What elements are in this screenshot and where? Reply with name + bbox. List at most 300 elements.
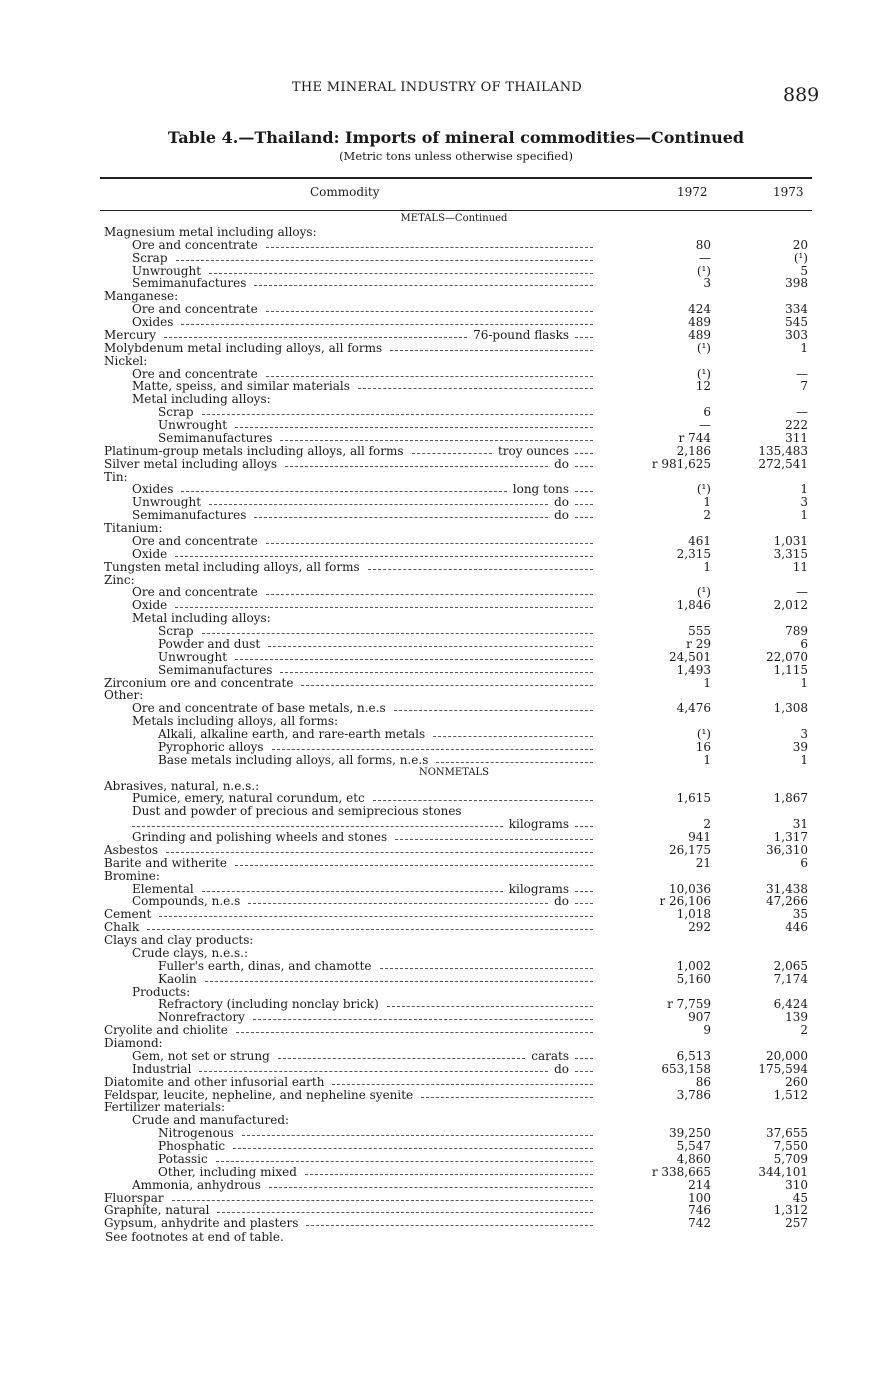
dot-leader <box>254 285 593 286</box>
dot-leader <box>266 311 593 312</box>
commodity-label: Oxides <box>132 315 174 329</box>
dot-leader <box>433 736 593 737</box>
value-1973: 39 <box>792 739 808 754</box>
commodity-label: Matte, speiss, and similar materials <box>132 379 350 394</box>
commodity-label: Elemental <box>132 881 194 896</box>
unit-label: kilograms <box>508 817 569 832</box>
value-1973: 31,438 <box>766 881 808 896</box>
dot-leader <box>235 427 593 428</box>
table-row <box>96 1024 812 1037</box>
commodity-label: Metals including alloys, all forms: <box>132 714 339 729</box>
value-1972: 2,315 <box>676 546 711 561</box>
dot-leader <box>202 891 503 892</box>
dot-leader <box>575 826 593 827</box>
commodity-label: Semimanufactures <box>132 508 247 523</box>
dot-leader <box>199 1071 548 1072</box>
dot-leader <box>380 968 593 969</box>
value-1972: 742 <box>688 1216 711 1231</box>
table-row <box>96 342 812 355</box>
commodity-label: Unwrought <box>132 263 202 278</box>
value-1972: 3,786 <box>676 1087 711 1102</box>
column-header-1973: 1973 <box>773 185 804 199</box>
value-1972: (¹) <box>696 263 711 278</box>
value-1972: 424 <box>688 302 711 317</box>
commodity-label: Oxide <box>132 546 168 561</box>
dot-leader <box>575 453 593 454</box>
dot-leader <box>305 1174 593 1175</box>
commodity-label: Phosphatic <box>158 1139 226 1153</box>
unit-label: troy ounces <box>497 443 569 458</box>
table-row <box>96 535 812 548</box>
commodity-label: Ammonia, anhydrous <box>132 1177 261 1192</box>
value-1972: 24,501 <box>669 649 711 664</box>
column-header-1972: 1972 <box>677 185 708 199</box>
value-1973: 1,512 <box>773 1087 808 1102</box>
dot-leader <box>266 543 593 544</box>
value-1973: 3,315 <box>773 546 808 561</box>
dot-leader <box>280 440 593 441</box>
commodity-label: Powder and dust <box>158 636 261 651</box>
commodity-label: Ore and concentrate <box>132 237 258 252</box>
dot-leader <box>395 839 593 840</box>
value-1972: r 744 <box>678 430 711 445</box>
dot-leader <box>235 865 593 866</box>
dot-leader <box>266 376 593 377</box>
dot-leader <box>390 350 593 351</box>
table-row <box>96 432 812 445</box>
commodity-label: Chalk <box>104 920 140 935</box>
commodity-label: Scrap <box>158 405 194 420</box>
value-1972: (¹) <box>696 340 711 355</box>
commodity-label: Ore and concentrate <box>132 533 258 548</box>
value-1973: — <box>796 405 808 420</box>
dot-leader <box>358 388 593 389</box>
dot-leader <box>202 633 593 634</box>
commodity-label: Grinding and polishing wheels and stones <box>132 830 388 844</box>
dot-leader <box>253 1019 593 1020</box>
value-1972: 292 <box>688 920 711 935</box>
table-row <box>96 638 812 651</box>
value-1973: 45 <box>792 1190 808 1205</box>
value-1973: 1 <box>800 508 808 523</box>
commodity-label: Semimanufactures <box>158 662 273 677</box>
value-1973: 3 <box>800 495 808 510</box>
table-header-rule <box>100 210 812 211</box>
commodity-label: Ore and concentrate <box>132 585 258 600</box>
table-row <box>96 509 812 522</box>
value-1972: 907 <box>688 1010 711 1025</box>
value-1973: 35 <box>792 907 808 922</box>
table-row <box>96 1166 812 1179</box>
value-1973: 2,012 <box>773 598 808 613</box>
commodity-label: Unwrought <box>132 495 202 510</box>
value-1973: 222 <box>785 418 808 432</box>
value-1972: 10,036 <box>669 881 711 896</box>
value-1973: 311 <box>785 430 808 445</box>
value-1972: 80 <box>695 237 711 252</box>
dot-leader <box>306 1225 593 1226</box>
value-1972: r 26,106 <box>659 894 711 909</box>
table-row <box>96 947 812 960</box>
value-1972: 1 <box>703 752 711 767</box>
table-row <box>96 239 812 252</box>
commodity-label: Oxide <box>132 598 168 613</box>
dot-leader <box>176 260 593 261</box>
table-row <box>96 252 812 265</box>
dot-leader <box>164 337 467 338</box>
dot-leader <box>233 1148 593 1149</box>
value-1972: 86 <box>695 1074 711 1089</box>
value-1973: 1,312 <box>773 1203 808 1218</box>
commodity-label: Nonrefractory <box>158 1010 245 1025</box>
value-1972: 1,018 <box>676 907 711 922</box>
commodity-label: Metal including alloys: <box>132 611 271 626</box>
value-1973: 446 <box>785 920 808 935</box>
value-1973: 310 <box>785 1177 808 1192</box>
value-1973: 135,483 <box>758 443 808 458</box>
dot-leader <box>421 1097 593 1098</box>
value-1972: 12 <box>695 379 711 394</box>
dot-leader <box>394 710 593 711</box>
value-1973: 1,031 <box>773 533 808 548</box>
commodity-label: Graphite, natural <box>104 1203 210 1218</box>
value-1973: 36,310 <box>766 842 808 857</box>
dot-leader <box>181 324 593 325</box>
value-1972: 461 <box>688 533 711 548</box>
dot-leader <box>575 891 593 892</box>
value-1972: 1,002 <box>676 958 711 973</box>
table-row <box>96 522 812 535</box>
dot-leader <box>202 414 593 415</box>
value-1973: 1,115 <box>773 662 808 677</box>
commodity-label: Barite and witherite <box>104 855 227 870</box>
commodity-label: Magnesium metal including alloys: <box>104 224 317 239</box>
value-1973: 545 <box>785 315 808 329</box>
commodity-label: Fluorspar <box>104 1190 164 1205</box>
dot-leader <box>209 273 593 274</box>
table-row <box>96 870 812 883</box>
dot-leader <box>412 453 492 454</box>
table-row <box>96 1217 812 1230</box>
value-1973: 1 <box>800 675 808 690</box>
dot-leader <box>575 903 593 904</box>
value-1973: 6,424 <box>773 997 808 1012</box>
dot-leader <box>575 337 593 338</box>
dot-leader <box>387 1006 593 1007</box>
value-1972: 5,160 <box>676 971 711 986</box>
table-row <box>96 355 812 368</box>
commodity-label: Base metals including alloys, all forms, n.e.s <box>158 752 429 767</box>
value-1972: 6 <box>703 405 711 420</box>
table-row <box>96 1153 812 1166</box>
value-1972: 16 <box>695 739 711 754</box>
unit-label: do <box>554 495 569 510</box>
value-1973: 1 <box>800 340 808 355</box>
value-1973: 1,867 <box>773 791 808 806</box>
commodity-label: Nickel: <box>104 353 148 368</box>
table-subtitle: (Metric tons unless otherwise specified) <box>339 149 573 163</box>
value-1973: 139 <box>785 1010 808 1025</box>
commodity-label: Mercury <box>104 327 157 342</box>
value-1972: 2 <box>703 817 711 832</box>
dot-leader <box>217 1212 593 1213</box>
value-1972: 6,513 <box>676 1048 711 1063</box>
value-1972: — <box>699 250 711 265</box>
value-1972: (¹) <box>696 482 711 497</box>
commodity-label: Platinum-group metals including alloys, all forms <box>104 443 404 458</box>
value-1973: 1 <box>800 482 808 497</box>
table-row <box>96 664 812 677</box>
value-1973: — <box>796 585 808 600</box>
value-1972: 746 <box>688 1203 711 1218</box>
value-1973: 1,317 <box>773 830 808 844</box>
value-1972: 1,615 <box>676 791 711 806</box>
commodity-label: Other: <box>104 688 144 703</box>
commodity-label: Gem, not set or strung <box>132 1048 270 1063</box>
table-row <box>96 561 812 574</box>
value-1973: 5 <box>800 263 808 278</box>
commodity-label: Kaolin <box>158 971 197 986</box>
running-head: THE MINERAL INDUSTRY OF THAILAND <box>291 80 583 95</box>
value-1973: 47,266 <box>766 894 808 909</box>
section-heading <box>96 767 812 780</box>
value-1972: — <box>699 418 711 432</box>
value-1972: 1 <box>703 559 711 574</box>
dot-leader <box>172 1200 593 1201</box>
value-1973: 3 <box>800 727 808 741</box>
dot-leader <box>266 247 593 248</box>
dot-leader <box>368 569 593 570</box>
value-1972: (¹) <box>696 727 711 741</box>
commodity-label: Compounds, n.e.s <box>132 894 241 909</box>
page-number: 889 <box>783 84 820 106</box>
dot-leader <box>236 1032 593 1033</box>
commodity-label: Crude clays, n.e.s.: <box>132 945 248 960</box>
value-1972: 489 <box>688 327 711 342</box>
table-row <box>96 458 812 471</box>
unit-label: do <box>554 894 569 909</box>
commodity-label: Semimanufactures <box>132 276 247 291</box>
value-1973: 789 <box>785 624 808 638</box>
commodity-label: Nitrogenous <box>158 1126 234 1141</box>
commodity-label: Zirconium ore and concentrate <box>104 675 294 690</box>
commodity-label: Semimanufactures <box>158 430 273 445</box>
value-1973: 334 <box>785 302 808 317</box>
section-heading <box>96 213 812 226</box>
value-1972: (¹) <box>696 366 711 381</box>
dot-leader <box>436 762 593 763</box>
table-row <box>96 741 812 754</box>
commodity-label: Abrasives, natural, n.e.s.: <box>104 778 260 793</box>
value-1973: 398 <box>785 276 808 291</box>
section-label: METALS—Continued <box>400 213 508 224</box>
commodity-label: Scrap <box>132 250 168 265</box>
dot-leader <box>266 594 593 595</box>
value-1973: 6 <box>800 855 808 870</box>
commodity-label: Pyrophoric alloys <box>158 739 264 754</box>
commodity-label: Scrap <box>158 624 194 638</box>
value-1972: 4,860 <box>676 1151 711 1166</box>
value-1972: 100 <box>688 1190 711 1205</box>
commodity-label: Metal including alloys: <box>132 392 271 407</box>
commodity-label: Clays and clay products: <box>104 933 254 947</box>
commodity-label: Silver metal including alloys <box>104 456 278 471</box>
dot-leader <box>280 672 593 673</box>
table-row <box>96 960 812 973</box>
value-1973: 260 <box>785 1074 808 1089</box>
dot-leader <box>301 685 593 686</box>
unit-label: kilograms <box>508 881 569 896</box>
table-row <box>96 754 812 767</box>
commodity-label: Molybdenum metal including alloys, all forms <box>104 340 383 355</box>
value-1972: r 7,759 <box>667 997 711 1012</box>
value-1972: 555 <box>688 624 711 638</box>
value-1972: 9 <box>703 1023 711 1038</box>
value-1973: 2,065 <box>773 958 808 973</box>
table-row <box>96 226 812 239</box>
value-1972: r 981,625 <box>651 456 711 471</box>
commodity-label: Titanium: <box>104 521 163 535</box>
dot-leader <box>166 852 593 853</box>
commodity-label: Feldspar, leucite, nepheline, and nepheline syenite <box>104 1087 414 1102</box>
value-1973: 5,709 <box>773 1151 808 1166</box>
dot-leader <box>575 504 593 505</box>
table-row <box>96 973 812 986</box>
table-row <box>96 1050 812 1063</box>
commodity-label: Zinc: <box>104 572 135 587</box>
value-1972: (¹) <box>696 585 711 600</box>
table-row <box>96 844 812 857</box>
value-1973: 272,541 <box>758 456 808 471</box>
commodity-label: Refractory (including nonclay brick) <box>158 997 379 1012</box>
dot-leader <box>205 981 593 982</box>
value-1973: 6 <box>800 636 808 651</box>
value-1973: (¹) <box>793 250 808 265</box>
value-1973: 344,101 <box>758 1164 808 1179</box>
value-1972: 26,175 <box>669 842 711 857</box>
dot-leader <box>278 1058 525 1059</box>
dot-leader <box>159 916 593 917</box>
value-1972: 1,846 <box>676 598 711 613</box>
dot-leader <box>175 556 593 557</box>
commodity-label: Cement <box>104 907 152 922</box>
value-1972: 1 <box>703 495 711 510</box>
commodity-label: Potassic <box>158 1151 208 1166</box>
dot-leader <box>575 1071 593 1072</box>
unit-label: 76-pound flasks <box>473 327 569 342</box>
dot-leader <box>242 1135 593 1136</box>
dot-leader <box>575 1058 593 1059</box>
value-1973: 7,550 <box>773 1139 808 1153</box>
table-row <box>96 677 812 690</box>
value-1972: 1,493 <box>676 662 711 677</box>
dot-leader <box>181 491 506 492</box>
table-row <box>96 1063 812 1076</box>
value-1973: 257 <box>785 1216 808 1231</box>
commodity-label: Diatomite and other infusorial earth <box>104 1074 325 1089</box>
dot-leader <box>575 466 593 467</box>
dot-leader <box>147 929 593 930</box>
commodity-label: Cryolite and chiolite <box>104 1023 228 1038</box>
value-1973: 7,174 <box>773 971 808 986</box>
table-footnote: See footnotes at end of table. <box>105 1230 284 1244</box>
commodity-label: Tungsten metal including alloys, all forms <box>104 559 360 574</box>
value-1973: — <box>796 366 808 381</box>
commodity-label: Crude and manufactured: <box>132 1113 290 1128</box>
dot-leader <box>373 800 593 801</box>
dot-leader <box>175 607 593 608</box>
value-1972: 39,250 <box>669 1126 711 1141</box>
value-1973: 20,000 <box>766 1048 808 1063</box>
value-1972: 489 <box>688 315 711 329</box>
dot-leader <box>332 1084 593 1085</box>
commodity-label: Bromine: <box>104 868 160 883</box>
table-row <box>96 1037 812 1050</box>
commodity-label: Industrial <box>132 1061 192 1076</box>
commodity-label: Dust and powder of precious and semiprecious stones <box>132 804 462 819</box>
table-title: Table 4.—Thailand: Imports of mineral commodities—Continued <box>167 128 745 147</box>
unit-label: do <box>554 456 569 471</box>
value-1973: 2 <box>800 1023 808 1038</box>
table-top-rule <box>100 177 812 179</box>
dot-leader <box>235 659 593 660</box>
dot-leader <box>268 646 593 647</box>
table-row <box>96 1076 812 1089</box>
commodity-label: Manganese: <box>104 289 179 304</box>
value-1972: 1 <box>703 675 711 690</box>
commodity-label: Unwrought <box>158 649 228 664</box>
value-1973: 11 <box>792 559 808 574</box>
commodity-label: Unwrought <box>158 418 228 432</box>
commodity-label: Diamond: <box>104 1036 163 1050</box>
value-1972: 2 <box>703 508 711 523</box>
dot-leader <box>209 504 548 505</box>
value-1973: 303 <box>785 327 808 342</box>
value-1972: r 29 <box>686 636 711 651</box>
value-1972: 2,186 <box>676 443 711 458</box>
commodity-label: Gypsum, anhydrite and plasters <box>104 1216 299 1231</box>
table-row <box>96 934 812 947</box>
value-1973: 175,594 <box>758 1061 808 1076</box>
dot-leader <box>285 466 548 467</box>
commodity-label: Products: <box>132 984 191 999</box>
unit-label: carats <box>531 1048 569 1063</box>
commodity-label: Ore and concentrate <box>132 302 258 317</box>
value-1973: 22,070 <box>766 649 808 664</box>
table-row <box>96 1140 812 1153</box>
commodity-label: Other, including mixed <box>158 1164 297 1179</box>
unit-label: do <box>554 508 569 523</box>
commodity-label: Alkali, alkaline earth, and rare-earth metals <box>158 727 426 741</box>
value-1973: 20 <box>792 237 808 252</box>
value-1972: 21 <box>695 855 711 870</box>
table-body <box>96 213 812 1230</box>
table-row <box>96 651 812 664</box>
table-row <box>96 329 812 342</box>
commodity-label: Fertilizer materials: <box>104 1100 226 1115</box>
table-row <box>96 1179 812 1192</box>
value-1972: 941 <box>688 830 711 844</box>
value-1973: 31 <box>792 817 808 832</box>
commodity-label: Asbestos <box>104 842 158 857</box>
commodity-label: Tin: <box>104 469 128 484</box>
table-row <box>96 625 812 638</box>
dot-leader <box>132 826 503 827</box>
dot-leader <box>216 1161 593 1162</box>
dot-leader <box>269 1187 593 1188</box>
value-1973: 37,655 <box>766 1126 808 1141</box>
table-row <box>96 857 812 870</box>
